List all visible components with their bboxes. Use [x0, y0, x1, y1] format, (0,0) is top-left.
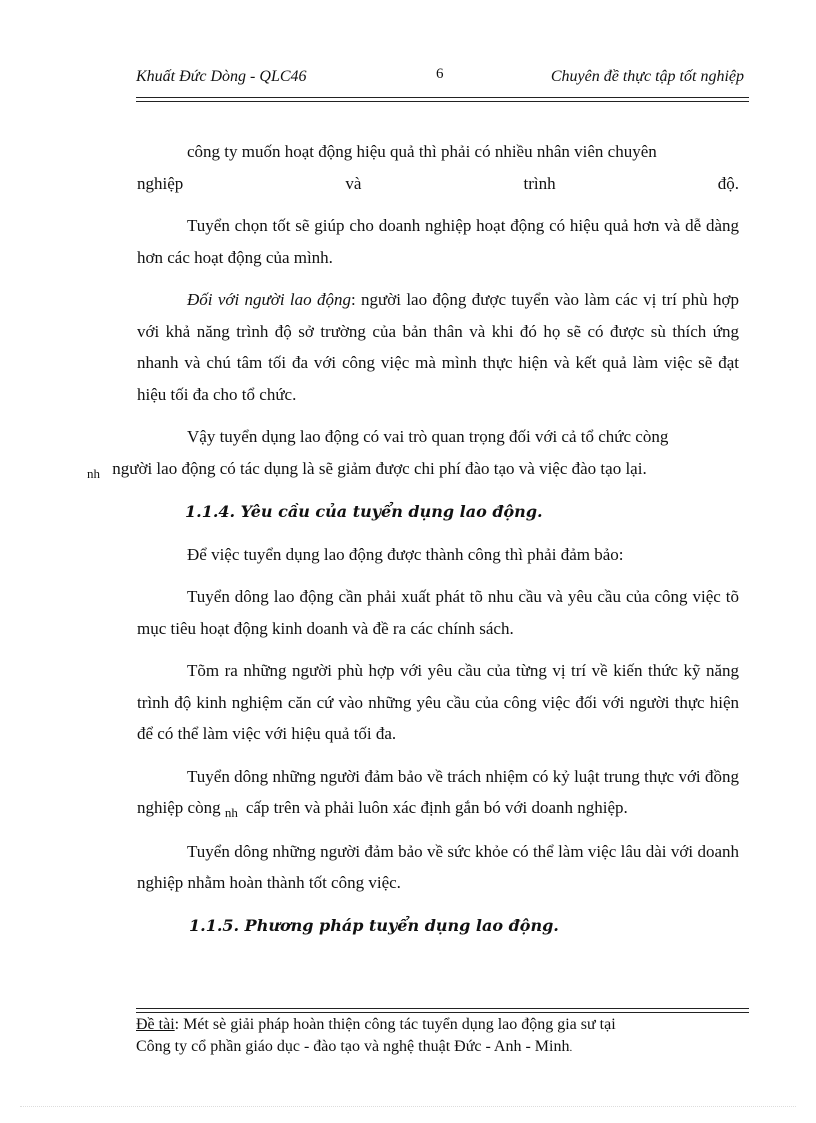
footer-topic-text: : Mét sè giải pháp hoàn thiện công tác tuyển dụng lao động gia sư tại: [174, 1016, 616, 1033]
paragraph-4: [87, 421, 739, 485]
word: và: [345, 173, 362, 193]
page-number: 6: [436, 66, 444, 82]
footer-rule-bottom: [136, 1012, 749, 1013]
page-header: [136, 66, 748, 90]
page-footer: [136, 1014, 756, 1059]
paragraph-3-italic: Đối với người lao động: [187, 290, 351, 309]
word: độ.: [717, 173, 739, 193]
paragraph-4-part-2: người lao động có tác dụng là sẽ giảm được chi phí đào tạo và việc đào tạo lại.: [112, 458, 647, 478]
paragraph-8: [137, 761, 739, 825]
section-heading-1-1-5: 1.1.5. Phương pháp tuyển dụng lao động.: [189, 915, 559, 935]
header-title: Chuyên đề thực tập tốt nghiệp: [550, 68, 744, 85]
paragraph-8-subscript: nh: [224, 805, 238, 820]
header-author: Khuất Đức Dòng - QLC46: [136, 68, 307, 85]
header-rule-top: [136, 97, 749, 98]
paragraph-9: Tuyển dông những người đảm bảo về sức khỏe có thể làm việc lâu dài với doanh nghiệp nhằm hoàn thành tốt công việc.: [137, 841, 739, 892]
paragraph-8-part-1: Tuyển dông những người đảm bảo về trách nhiệm có kỷ luật trung thực với đồng nghiệp còng: [137, 766, 739, 817]
paragraph-6: Tuyển dông lao động cần phải xuất phát tõ nhu cầu và yêu cầu của công việc tõ mục tiêu hoạt động kinh doanh và đề ra các chính sách.: [137, 587, 739, 638]
footer-period: .: [569, 1042, 573, 1054]
page-bottom-border: [20, 1106, 796, 1107]
paragraph-4-part-1: Vậy tuyển dụng lao động có vai trò quan trọng đối với cả tổ chức còng: [187, 427, 669, 446]
footer-topic-label: Đề tài: [136, 1016, 175, 1033]
body-text: [87, 136, 739, 941]
word: trình: [523, 173, 556, 193]
paragraph-4-subscript: nh: [87, 465, 100, 481]
paragraph-2: Tuyển chọn tốt sẽ giúp cho doanh nghiệp hoạt động có hiệu quả hơn và dễ dàng hơn các hoạt động của mình.: [137, 216, 739, 267]
footer-line-2: [136, 1036, 756, 1059]
footer-rule-top: [136, 1008, 749, 1009]
footer-company: Công ty cổ phần giáo dục - đào tạo và nghệ thuật Đức - Anh - Minh: [136, 1038, 570, 1055]
paragraph-3-rest: : người lao động được tuyển vào làm các vị trí phù hợp với khả năng trình độ sở trường của bản thân và khi đó họ sẽ có được sù thích ứng nhanh và chú tâm tối đa với công việc mà mình thực hiện và kết quả làm việc sẽ đạt hiệu tối đa cho tổ chức.: [137, 290, 739, 404]
paragraph-7: Tõm ra những người phù hợp với yêu cầu của từng vị trí về kiến thức kỹ năng trình độ kinh nghiệm căn cứ vào những yêu cầu của công việc đối với người thực hiện để có thể làm việc với hiệu quả tối đa.: [137, 661, 739, 743]
footer-line-1: [136, 1014, 756, 1036]
paragraph-1-line-2: [137, 168, 739, 200]
paragraph-3: [137, 284, 739, 410]
section-heading-1-1-4: 1.1.4. Yêu cầu của tuyển dụng lao động.: [185, 502, 543, 521]
word: nghiệp: [137, 173, 184, 193]
header-rule-bottom: [136, 101, 749, 102]
paragraph-5: Để việc tuyển dụng lao động được thành công thì phải đảm bảo:: [187, 544, 624, 564]
paragraph-1-line-1: công ty muốn hoạt động hiệu quả thì phải có nhiều nhân viên chuyên: [187, 142, 657, 161]
paragraph-8-part-2: cấp trên và phải luôn xác định gắn bó với doanh nghiệp.: [245, 798, 628, 817]
